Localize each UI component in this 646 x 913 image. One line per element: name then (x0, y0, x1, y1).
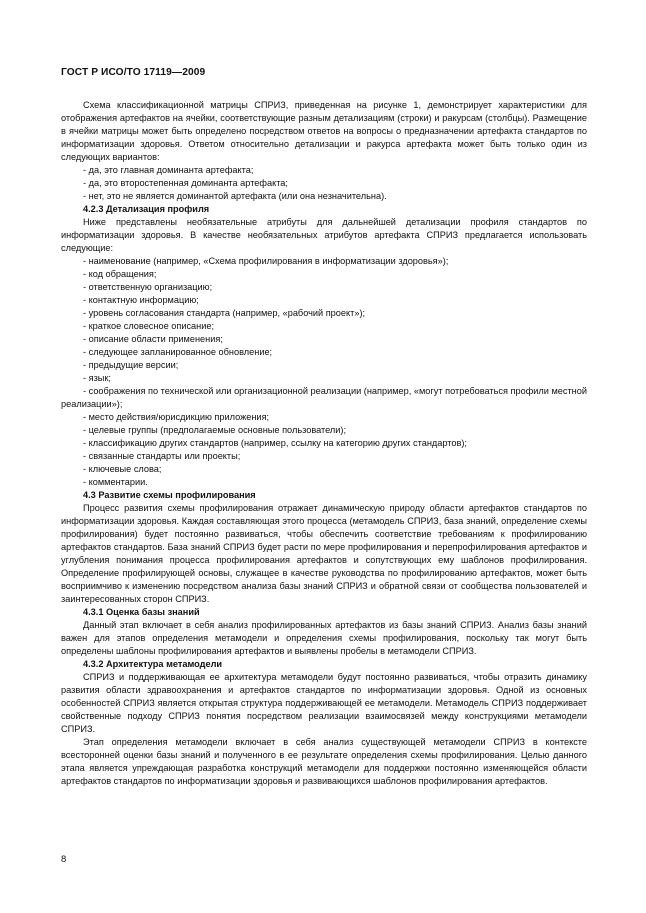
section-heading-4-3: 4.3 Развитие схемы профилирования (83, 490, 256, 500)
list-item: - наименование (например, «Схема профилирования в информатизации здоровья»); (83, 256, 449, 266)
list-item: - комментарии. (83, 477, 148, 487)
list-item: - следующее запланированное обновление; (83, 347, 273, 357)
list-item: - контактную информацию; (83, 295, 199, 305)
list-item: - краткое словесное описание; (83, 321, 215, 331)
document-body (61, 99, 587, 788)
list-item: - да, это главная доминанта артефакта; (83, 165, 254, 175)
document-header: ГОСТ Р ИСО/ТО 17119—2009 (61, 67, 206, 78)
list-item: - язык; (83, 373, 111, 383)
list-item: - уровень согласования стандарта (например, «рабочий проект»); (83, 308, 366, 318)
list-item: - целевые группы (предполагаемые основные пользователи); (83, 425, 347, 435)
list-item: - код обращения; (83, 269, 157, 279)
paragraph-metamodel: СПРИЗ и поддерживающая ее архитектура метамодели будут постоянно развиваться, чтобы отразить динамику развития области здравоохранения и артефактов стандартов по информатизации здоровья. Одной из основных особенностей СПРИЗ является открытая структура поддерживающей ее метамодели. Метамодель СПРИЗ поддерживает свойственные подходу СПРИЗ понятия посредством реализации взаимосвязей между конструкциями метамодели СПРИЗ. (61, 672, 587, 734)
paragraph-attributes: Ниже представлены необязательные атрибуты для дальнейшей детализации профиля стандартов по информатизации здоровья. В качестве необязательных атрибутов артефакта СПРИЗ предлагается использовать следующие: (61, 217, 587, 253)
list-item: - да, это второстепенная доминанта артефакта; (83, 178, 288, 188)
list-item: - место действия/юрисдикцию приложения; (83, 412, 270, 422)
section-heading-4-3-1: 4.3.1 Оценка базы знаний (83, 607, 200, 617)
list-item: - ключевые слова; (83, 464, 162, 474)
paragraph-process: Процесс развития схемы профилирования отражает динамическую природу области артефактов стандартов по информатизации здоровья. Каждая составляющая этого процесса (метамодель СПРИЗ, база знаний, определение схемы профилирования) будет постоянно развиваться, чтобы обеспечить соответствие требованиям к профилированию артефактов стандартов. База знаний СПРИЗ будет расти по мере профилирования и перепрофилирования артефактов и углубления понимания процесса профилирования артефактов и сопутствующих ему шаблонов профилирования. Определение профилирующей основы, служащее в качестве руководства по профилированию артефактов, может быть восприимчиво к изменению посредством анализа базы знаний СПРИЗ и обратной связи от сообщества пользователей и заинтересованных сторон СПРИЗ. (61, 503, 587, 604)
section-heading-4-3-2: 4.3.2 Архитектура метамодели (83, 659, 223, 669)
paragraph-knowledge-base: Данный этап включает в себя анализ профилированных артефактов из базы знаний СПРИЗ. Анализ базы знаний важен для этапов определения метамодели и определения схемы профилирования, поскольку так могут быть определены шаблоны профилирования артефактов и выявлены пробелы в метамодели СПРИЗ. (61, 620, 587, 656)
section-heading-4-2-3: 4.2.3 Детализация профиля (83, 204, 210, 214)
list-item: - описание области применения; (83, 334, 223, 344)
list-item: - предыдущие версии; (83, 360, 179, 370)
paragraph-metamodel-stage: Этап определения метамодели включает в себя анализ существующей метамодели СПРИЗ в контексте всесторонней оценки базы знаний и полученного в ее результате определения схемы профилирования. Целью данного этапа является упреждающая разработка конструкций метамодели для поддержки постоянно изменяющейся области артефактов стандартов по информатизации здоровья и развивающихся шаблонов профилирования артефактов. (61, 737, 587, 786)
list-item: - нет, это не является доминантой артефакта (или она незначительна). (83, 191, 387, 201)
list-item: - соображения по технической или организационной реализации (например, «могут потребоваться профили местной реализации»); (61, 386, 587, 409)
page-number: 8 (61, 854, 67, 865)
paragraph-matrix: Схема классификационной матрицы СПРИЗ, приведенная на рисунке 1, демонстрирует характеристики для отображения артефактов на ячейки, соответствующие разным детализациям (строки) и ракурсам (столбцы). Размещение в ячейки матрицы может быть определено посредством ответов на вопросы о предназначении артефакта стандартов по информатизации здоровья. Ответом относительно детализации и ракурса артефакта может быть только один из следующих вариантов: (61, 100, 587, 162)
list-item: - классификацию других стандартов (например, ссылку на категорию других стандартов); (83, 438, 467, 448)
list-item: - связанные стандарты или проекты; (83, 451, 241, 461)
list-item: - ответственную организацию; (83, 282, 213, 292)
